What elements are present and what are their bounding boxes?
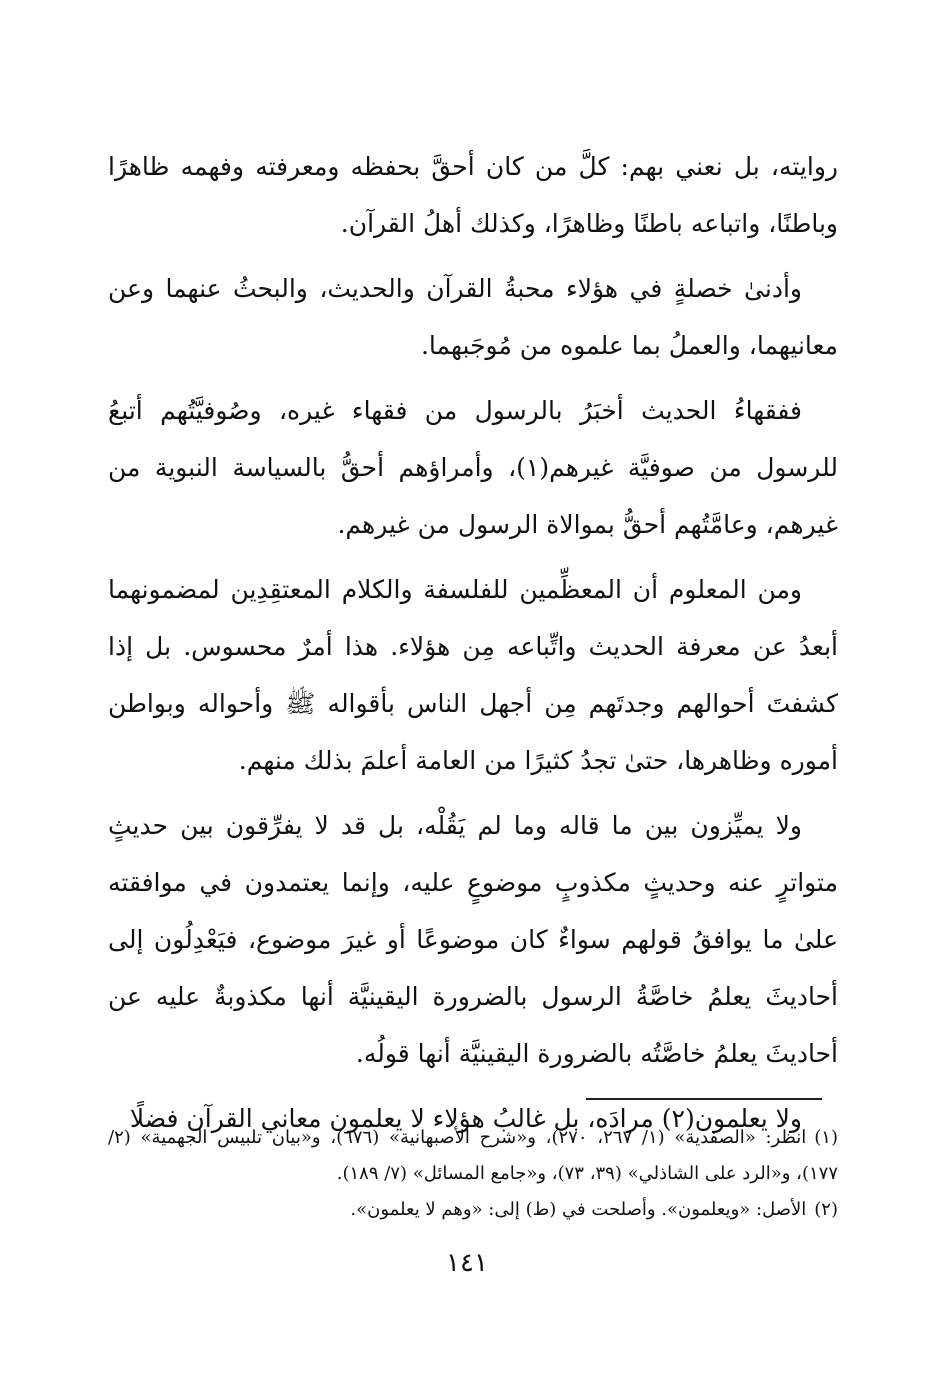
paragraph: روايته، بل نعني بهم: كلَّ من كان أحقَّ بحفظه ومعرفته وفهمه ظاهرًا وباطنًا، واتباعه باطنًا وظاهرًا، وكذلك أهلُ القرآن.: [108, 152, 838, 238]
page-number: ١٤١: [446, 1248, 488, 1278]
paragraph: ولا يميِّزون بين ما قاله وما لم يَقُلْه، بل قد لا يفرِّقون بين حديثٍ متواترٍ عنه وحديثٍ مكذوبٍ موضوعٍ عليه، وإنما يعتمدون في موافقته علىٰ ما يوافقُ قولهم سواءٌ كان موضوعًا أو غيرَ موضوع، فيَعْدِلُون إلى أحاديثَ يعلمُ خاصَّةُ الرسول بالضرورة اليقينيَّة أنها مكذوبةٌ عليه عن أحاديثَ يعلمُ خاصَّتُه بالضرورة اليقينيَّة أنها قولُه.: [108, 811, 838, 1068]
footnote-number: (٢): [814, 1199, 838, 1220]
footnote: [108, 1120, 838, 1192]
paragraph: وأدنىٰ خصلةٍ في هؤلاء محبةُ القرآن والحديث، والبحثُ عنهما وعن معانيهما، والعملُ بما علموه من مُوجَبهما.: [108, 274, 838, 360]
footnote-divider: [586, 1098, 822, 1100]
footnote-text: الأصل: «ويعلمون». وأصلحت في (ط) إلى: «وهم لا يعلمون».: [350, 1199, 807, 1220]
footnote-number: (١): [814, 1127, 838, 1148]
footnote-text: انظر: «الصفدية» (١/ ٢٦٧، ٢٧٠)، و«شرح الأصبهانية» (٦٧٦)، و«بيان تلبيس الجهمية» (٢/ ١٧٧)، و«الرد على الشاذلي» (٣٩، ٧٣)، و«جامع المسائل» (٧/ ١٨٩).: [108, 1127, 838, 1184]
paragraph: ففقهاءُ الحديث أخبَرُ بالرسول من فقهاء غيره، وصُوفيَّتُهم أتبعُ للرسول من صوفيَّة غيرهم(١)، وأمراؤهم أحقُّ بالسياسة النبوية من غيرهم، وعامَّتُهم أحقُّ بموالاة الرسول من غيرهم.: [108, 396, 838, 539]
footnote: [108, 1192, 838, 1228]
main-text: [108, 138, 838, 1155]
paragraph: ومن المعلوم أن المعظِّمين للفلسفة والكلام المعتقِدِين لمضمونهما أبعدُ عن معرفة الحديث واتِّباعه مِن هؤلاء. هذا أمرٌ محسوس. بل إذا كشفتَ أحوالهم وجدتَهم مِن أجهل الناس بأقواله ﷺ وأحواله وبواطن أموره وظاهرها، حتىٰ تجدُ كثيرًا من العامة أعلمَ بذلك منهم.: [108, 575, 838, 775]
paragraph: ولا يعلمون(٢) مرادَه، بل غالبُ هؤلاء لا يعلمون معاني القرآن فضلًا: [129, 1104, 802, 1133]
footnotes: [108, 1120, 838, 1228]
